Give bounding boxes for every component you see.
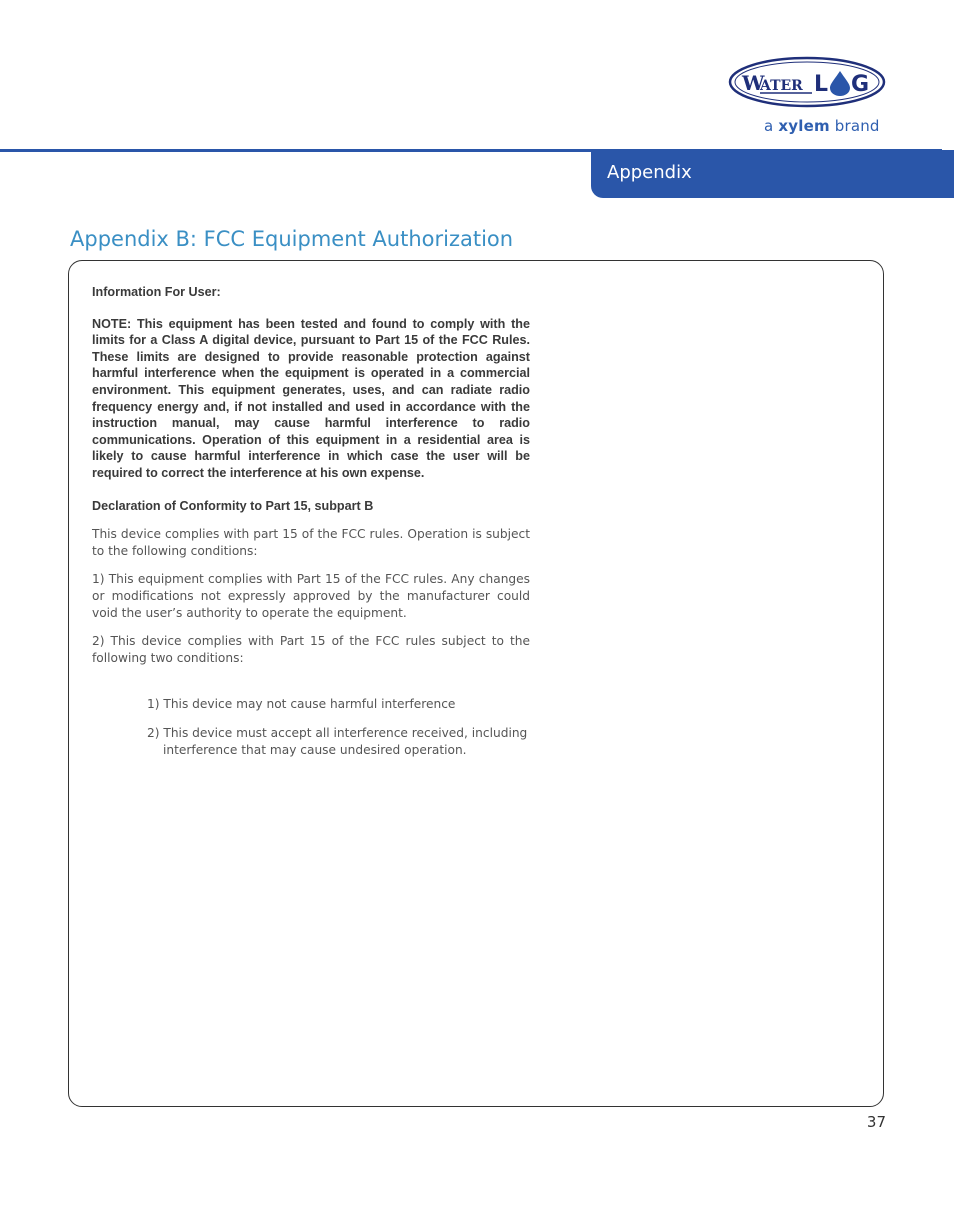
- tagline-brand: xylem: [778, 117, 830, 135]
- condition-item-2: [147, 725, 527, 758]
- content-body: [92, 284, 530, 666]
- condition-item-1: 1) This device may not cause harmful interference: [147, 697, 456, 711]
- section-tab-label: Appendix: [607, 162, 692, 183]
- two-conditions-intro: 2) This device complies with Part 15 of the FCC rules subject to the following two conditions:: [92, 634, 530, 665]
- svg-text:ATER: ATER: [760, 78, 803, 94]
- page-title: Appendix B: FCC Equipment Authorization: [70, 227, 514, 251]
- tagline-prefix: a: [764, 117, 774, 135]
- conditions-intro: This device complies with part 15 of the FCC rules. Operation is subject to the following conditions:: [92, 527, 530, 558]
- waterlog-logo: [728, 56, 886, 108]
- svg-text:W: W: [742, 71, 765, 95]
- condition-item-2-line2: interference that may cause undesired operation.: [163, 742, 467, 757]
- section-tab: [591, 150, 954, 198]
- svg-text:G: G: [851, 72, 870, 97]
- condition-item-2-line1: 2) This device must accept all interference received, including: [147, 726, 528, 740]
- fcc-note: NOTE: This equipment has been tested and found to comply with the limits for a Class A digital device, pursuant to Part 15 of the FCC Rules. These limits are designed to provide reasonable protection against harmful interference when the equipment is operated in a commercial environment. This equipment generates, uses, and can radiate radio frequency energy and, if not installed and used in accordance with the instruction manual, may cause harmful interference to radio communications. Operation of this equipment in a residential area is likely to cause harmful interference in which case the user will be required to correct the interference at his own expense.: [92, 316, 530, 480]
- brand-tagline: [764, 117, 880, 135]
- page-number: 37: [866, 1113, 886, 1131]
- modification-clause: 1) This equipment complies with Part 15 of the FCC rules. Any changes or modifications not expressly approved by the manufacturer could void the user’s authority to operate the equipment.: [92, 572, 530, 620]
- declaration-heading: Declaration of Conformity to Part 15, subpart B: [92, 498, 374, 513]
- info-heading: Information For User:: [92, 285, 221, 299]
- svg-text:L: L: [814, 72, 829, 97]
- tagline-suffix: brand: [834, 117, 880, 135]
